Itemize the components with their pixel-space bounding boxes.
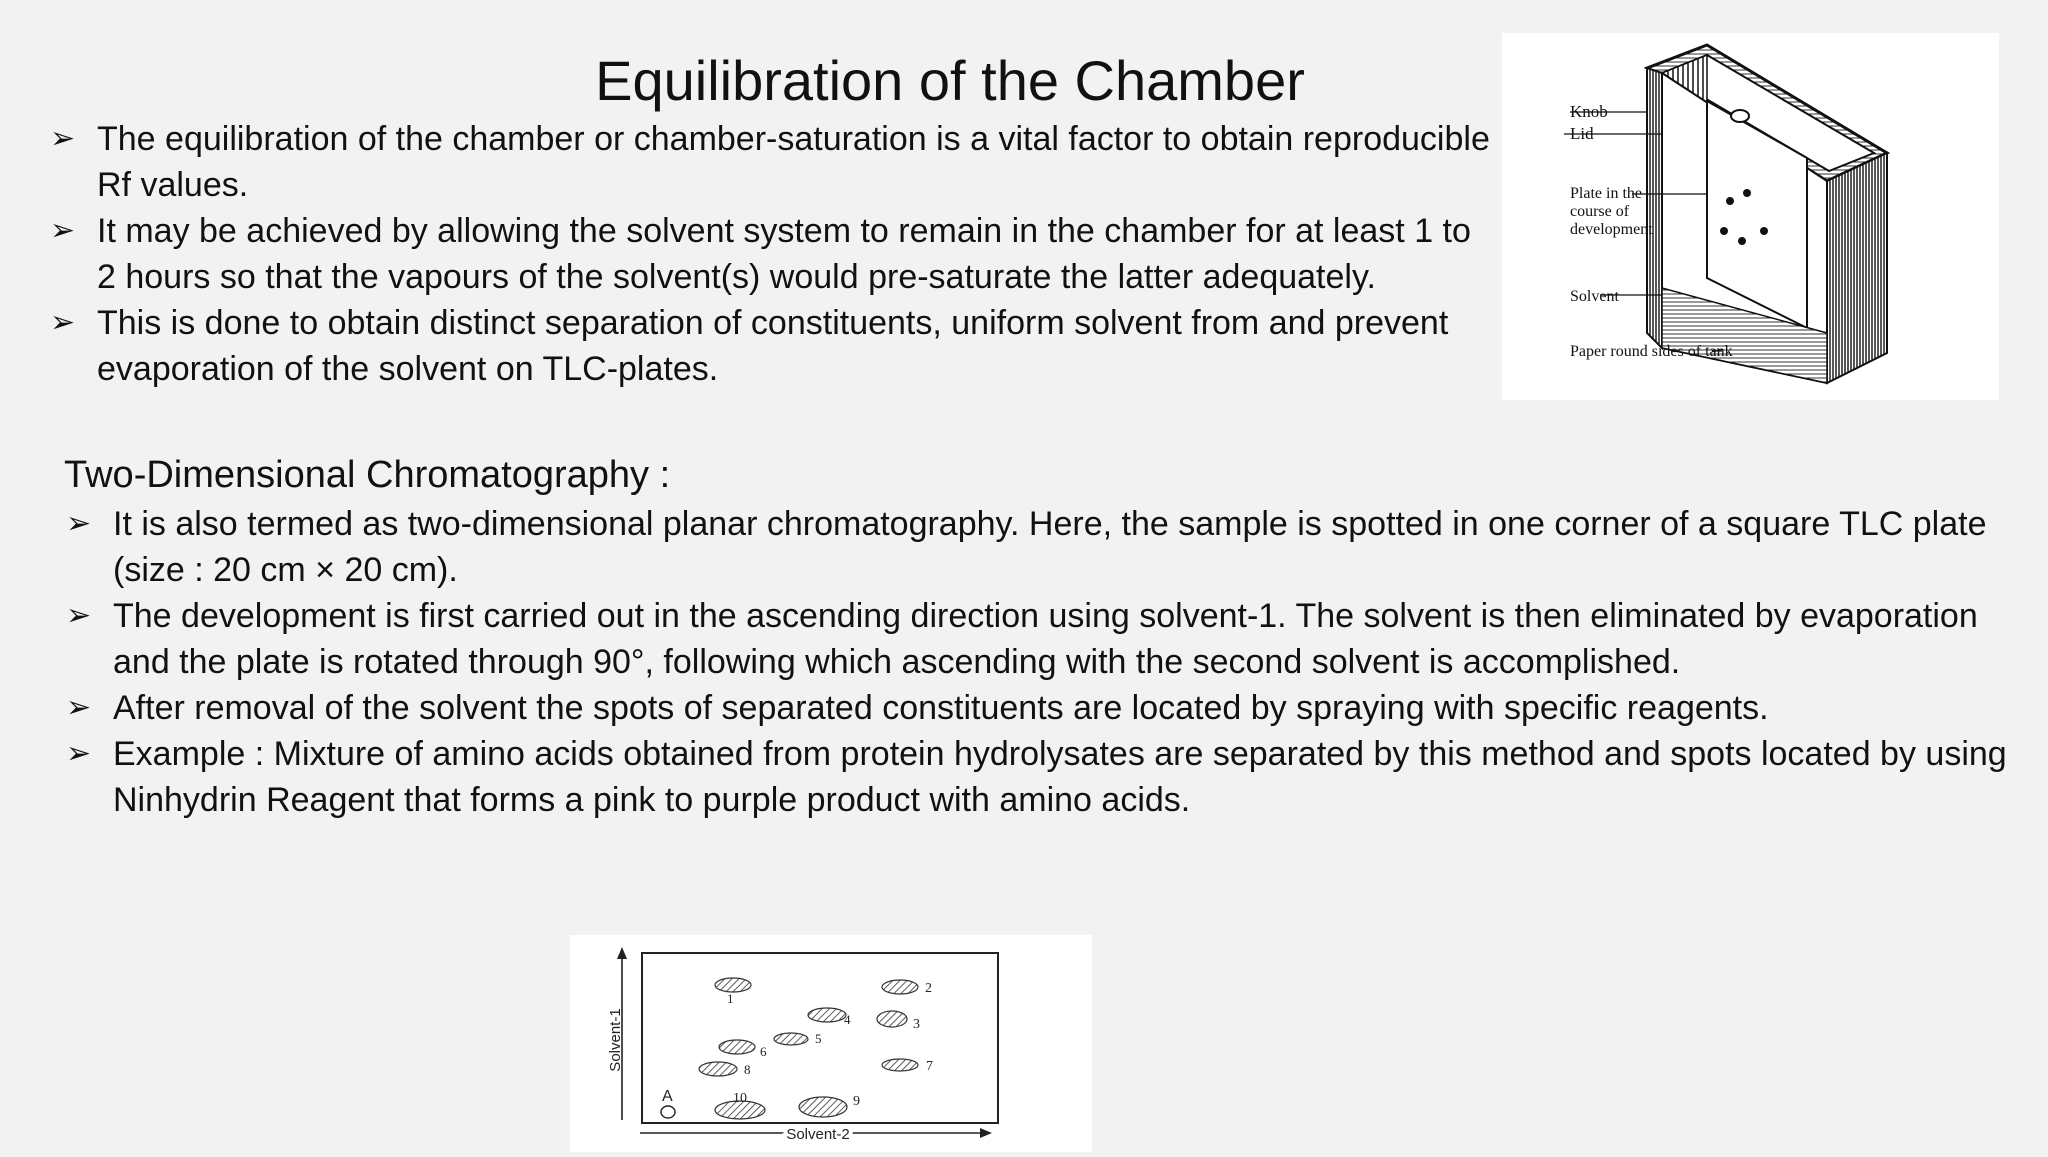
origin-label: A <box>662 1088 673 1105</box>
arrow-bullet-icon: ➢ <box>66 507 92 540</box>
two-dimensional-bullet-list <box>66 501 2026 823</box>
bullet-text: Example : Mixture of amino acids obtained from protein hydrolysates are separated by this method and spots located by using Ninhydrin Reagent that forms a pink to purple product with amino acids. <box>113 735 2007 819</box>
spot-2-label: 2 <box>925 981 932 996</box>
slide-title: Equilibration of the Chamber <box>595 49 1305 112</box>
spot-5-label: 5 <box>815 1031 822 1046</box>
plate-label-line1: Plate in the <box>1570 185 1642 202</box>
spot-3-label: 3 <box>913 1017 920 1032</box>
arrow-bullet-icon: ➢ <box>66 691 92 724</box>
solvent-label: Solvent <box>1570 288 1619 305</box>
bullet-text: This is done to obtain distinct separation of constituents, uniform solvent from and prevent evaporation of the solvent on TLC-plates. <box>97 304 1449 388</box>
y-axis-label: Solvent-1 <box>607 1008 624 1072</box>
two-dimensional-tlc-diagram <box>570 935 1092 1152</box>
arrow-bullet-icon: ➢ <box>50 214 76 247</box>
bullet-text: It is also termed as two-dimensional planar chromatography. Here, the sample is spotted in one corner of a square TLC plate (size : 20 cm × 20 cm). <box>113 505 1987 589</box>
bullet-text: The development is first carried out in the ascending direction using solvent-1. The solvent is then eliminated by evaporation and the plate is rotated through 90°, following which ascending with the second solvent is accomplished. <box>113 597 1978 681</box>
tlc-plate-svg <box>570 935 1092 1152</box>
spot-7 <box>882 1059 918 1071</box>
knob-label: Knob <box>1570 102 1608 121</box>
spot-7-label: 7 <box>926 1059 933 1074</box>
chamber-diagram-svg <box>1502 33 1999 400</box>
bullet-item <box>66 685 2026 731</box>
spot-5 <box>774 1033 808 1045</box>
lid-label: Lid <box>1570 124 1594 143</box>
section-heading: Two-Dimensional Chromatography : <box>64 454 671 496</box>
arrow-bullet-icon: ➢ <box>66 737 92 770</box>
arrow-bullet-icon: ➢ <box>50 306 76 339</box>
equilibration-bullet-list <box>50 116 1490 392</box>
spot-9 <box>799 1097 847 1117</box>
arrow-bullet-icon: ➢ <box>50 122 76 155</box>
bullet-item <box>50 116 1490 208</box>
bullet-item <box>50 300 1490 392</box>
spot-2 <box>882 980 918 994</box>
spot-8 <box>699 1062 737 1076</box>
x-axis-label: Solvent-2 <box>786 1126 850 1143</box>
bullet-item <box>66 731 2026 823</box>
chamber-diagram <box>1502 33 1999 400</box>
spot-10-label: 10 <box>733 1091 747 1106</box>
spot-4 <box>808 1008 846 1022</box>
spot-8-label: 8 <box>744 1062 751 1077</box>
origin-spot <box>661 1106 675 1118</box>
spot-6 <box>719 1040 755 1054</box>
bullet-text: The equilibration of the chamber or chamber-saturation is a vital factor to obtain reproducible Rf values. <box>97 120 1490 204</box>
bullet-item <box>50 208 1490 300</box>
spot-9-label: 9 <box>853 1094 860 1109</box>
spot-6-label: 6 <box>760 1044 767 1059</box>
arrow-bullet-icon: ➢ <box>66 599 92 632</box>
spot-4-label: 4 <box>844 1012 851 1027</box>
plate-label-line3: development <box>1570 221 1653 238</box>
spot-1-label: 1 <box>727 991 734 1006</box>
spot-3 <box>877 1011 907 1027</box>
bullet-item <box>66 501 2026 593</box>
spot-1 <box>715 978 751 992</box>
bullet-item <box>66 593 2026 685</box>
bullet-text: After removal of the solvent the spots of separated constituents are located by spraying with specific reagents. <box>113 689 1769 727</box>
bullet-text: It may be achieved by allowing the solvent system to remain in the chamber for at least 1 to 2 hours so that the vapours of the solvent(s) would pre-saturate the latter adequately. <box>97 212 1471 296</box>
paper-label: Paper round sides of tank <box>1570 343 1733 360</box>
plate-label-line2: course of <box>1570 203 1630 220</box>
